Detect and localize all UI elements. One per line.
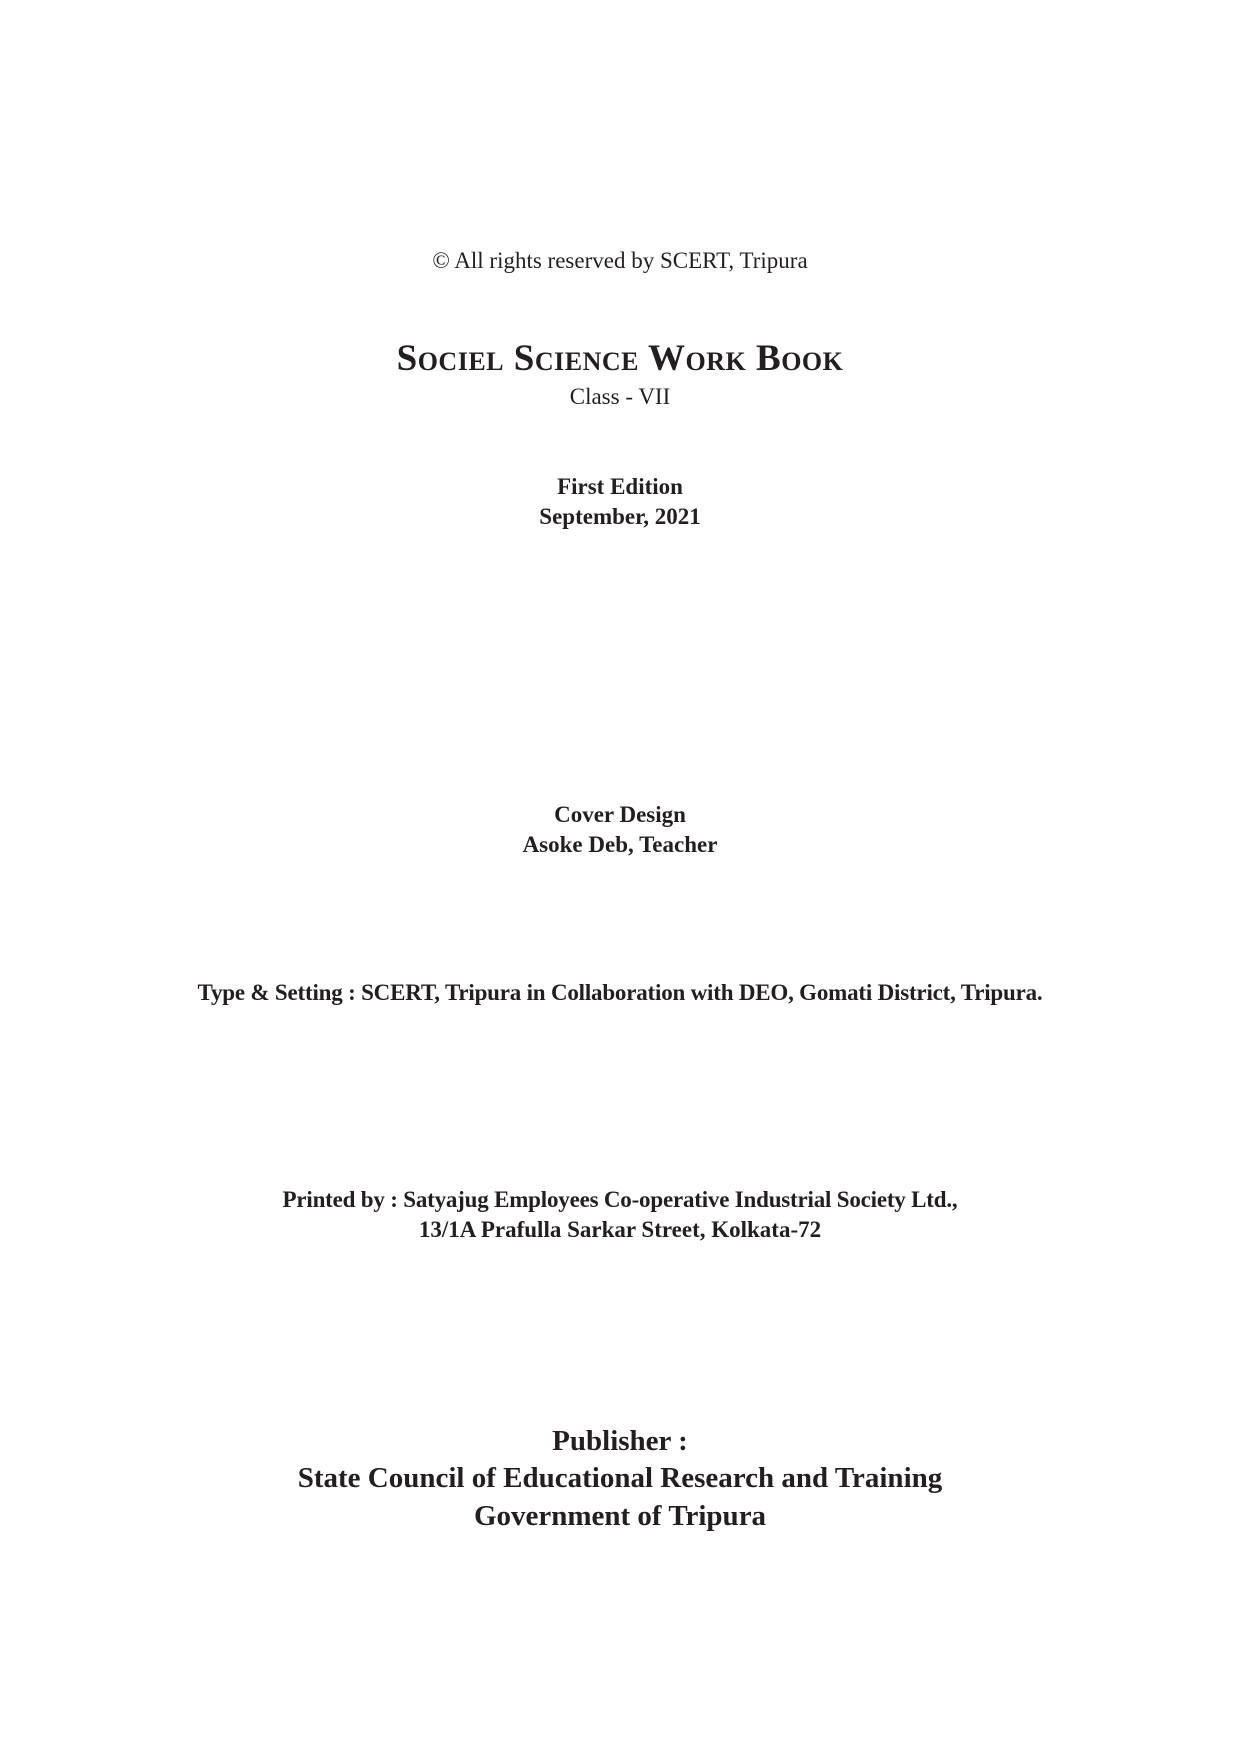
book-title: Sociel Science Work Book [396, 338, 844, 379]
class-label: Class - VII [569, 384, 671, 409]
publisher-name: State Council of Educational Research and Training [297, 1462, 943, 1494]
printer-credit: Printed by : Satyajug Employees Co-operative Industrial Society Ltd., [282, 1187, 958, 1212]
copyright-notice: © All rights reserved by SCERT, Tripura [432, 248, 808, 273]
edition-date: September, 2021 [539, 504, 701, 529]
typesetting-credit: Type & Setting : SCERT, Tripura in Collaboration with DEO, Gomati District, Tripura. [197, 980, 1043, 1005]
cover-designer-name: Asoke Deb, Teacher [522, 832, 718, 857]
printer-address: 13/1A Prafulla Sarkar Street, Kolkata-72 [418, 1217, 822, 1242]
edition-label: First Edition [557, 474, 683, 499]
publisher-government: Government of Tripura [473, 1500, 767, 1532]
cover-design-heading: Cover Design [554, 802, 686, 827]
publisher-heading: Publisher : [552, 1425, 688, 1457]
